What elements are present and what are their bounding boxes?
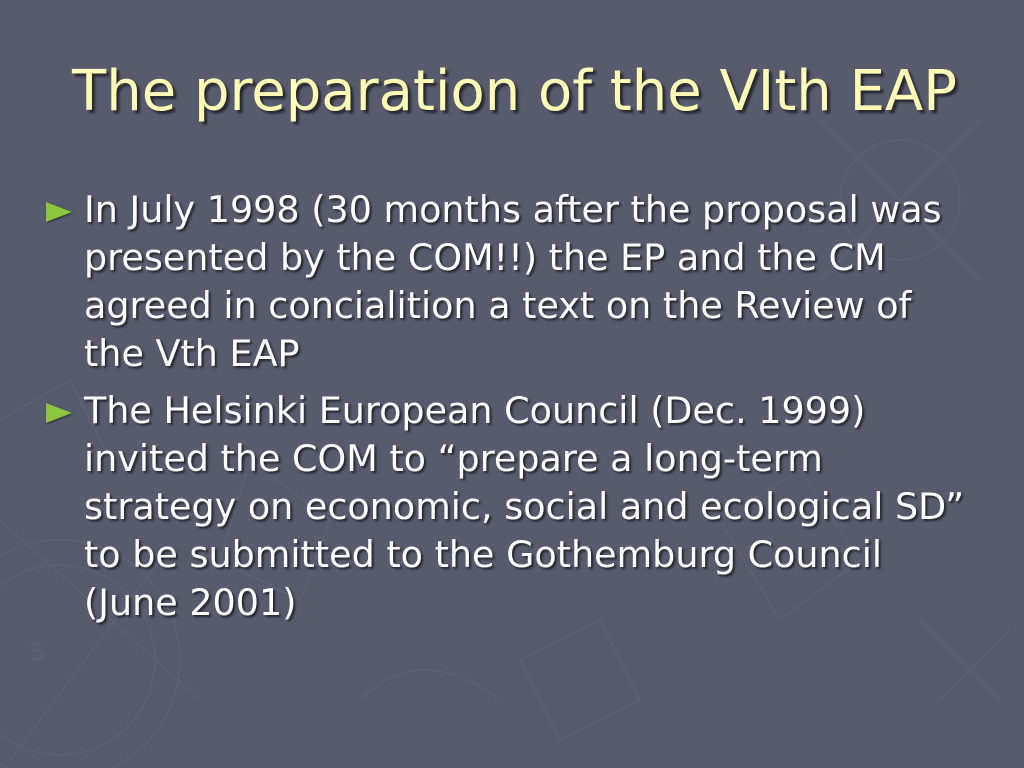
svg-text:$: $ <box>28 634 46 667</box>
slide-title: The preparation of the VIth EAP <box>72 59 958 124</box>
arrow-bullet-icon <box>46 202 72 222</box>
bullet-item <box>46 387 966 627</box>
bullet-list <box>46 186 966 636</box>
arrow-bullet-icon <box>46 403 72 423</box>
bullet-text: In July 1998 (30 months after the proposal was presented by the COM!!) the EP and the CM agreed in concialition a text on the Review of the Vth EAP <box>84 188 942 375</box>
bullet-item <box>46 186 966 378</box>
bullet-text: The Helsinki European Council (Dec. 1999) invited the COM to “prepare a long-term strategy on economic, social and ecological SD” to be submitted to the Gothemburg Council (June 2001) <box>84 389 965 624</box>
